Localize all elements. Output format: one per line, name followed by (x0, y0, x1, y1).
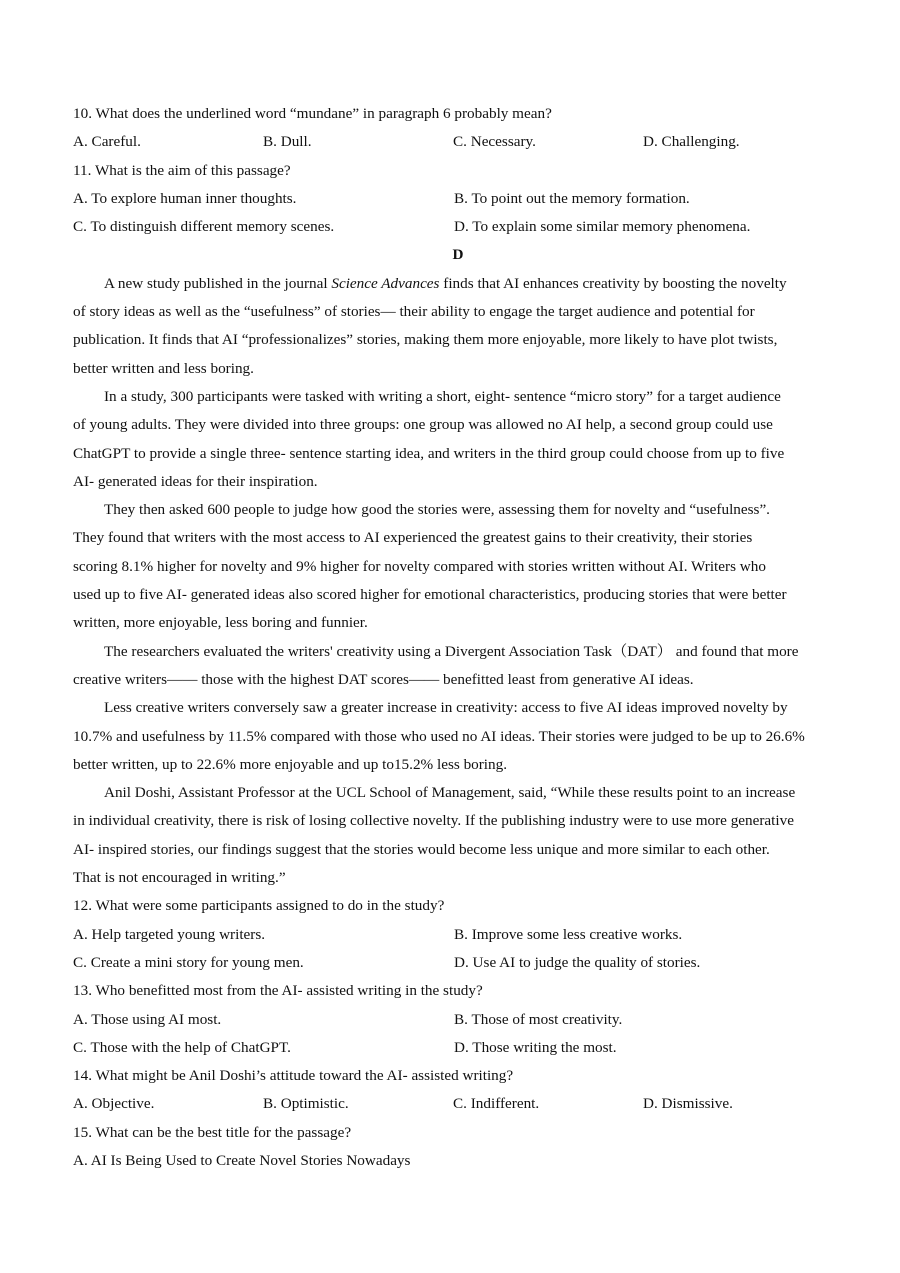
question-13-options-row1 (73, 1006, 843, 1034)
question-14-options (73, 1090, 843, 1118)
option-c: C. Create a mini story for young men. (73, 953, 304, 971)
section-heading: D (452, 246, 464, 264)
option-a: A. AI Is Being Used to Create Novel Stories Nowadays (73, 1151, 411, 1169)
option-a: A. Careful. (73, 133, 141, 151)
paragraph-line: They then asked 600 people to judge how good the stories were, assessing them for novelty and “usefulness”. (104, 501, 770, 519)
option-d: D. Use AI to judge the quality of stories. (454, 953, 701, 971)
paragraph-3 (73, 496, 843, 637)
question-12-options-row1 (73, 921, 843, 949)
paragraph-6 (73, 779, 843, 892)
paragraph-line: creative writers—— those with the highest DAT scores—— benefitted least from generative AI ideas. (73, 670, 694, 688)
option-a: A. Objective. (73, 1095, 155, 1113)
paragraph-line: 10.7% and usefulness by 11.5% compared with those who used no AI ideas. Their stories were judged to be up to 26.6% (73, 727, 805, 745)
text-run: A new study published in the journal (104, 274, 332, 292)
paragraph-5 (73, 694, 843, 779)
question-11-options-row2 (73, 213, 843, 241)
option-a: A. Help targeted young writers. (73, 925, 266, 943)
paragraph-line: scoring 8.1% higher for novelty and 9% higher for novelty compared with stories written without AI. Writers who (73, 557, 766, 575)
question-14-stem: 14. What might be Anil Doshi’s attitude toward the AI- assisted writing? (73, 1067, 514, 1085)
question-13-options-row2 (73, 1034, 843, 1062)
paragraph-1 (73, 270, 843, 383)
paragraph-line: better written and less boring. (73, 359, 254, 377)
paragraph-line: In a study, 300 participants were tasked with writing a short, eight- sentence “micro story” for a target audience (104, 387, 781, 405)
paragraph-line: used up to five AI- generated ideas also scored higher for emotional characteristics, producing stories that were better (73, 586, 787, 604)
paragraph-line: of story ideas as well as the “usefulness” of stories— their ability to engage the target audience and potential for (73, 303, 755, 321)
paragraph-line: written, more enjoyable, less boring and funnier. (73, 614, 368, 632)
option-b: B. To point out the memory formation. (454, 189, 690, 207)
question-13-stem: 13. Who benefitted most from the AI- assisted writing in the study? (73, 982, 483, 1000)
paragraph-line: They found that writers with the most access to AI experienced the greatest gains to their creativity, their stories (73, 529, 753, 547)
paragraph-4 (73, 638, 843, 695)
text-run: finds that AI enhances creativity by boosting the novelty (439, 274, 787, 292)
exam-page (73, 100, 843, 1175)
option-d: D. Those writing the most. (454, 1038, 617, 1056)
question-10-stem: 10. What does the underlined word “mundane” in paragraph 6 probably mean? (73, 105, 552, 122)
option-c: C. Necessary. (453, 133, 536, 151)
paragraph-line: ChatGPT to provide a single three- sentence starting idea, and writers in the third group could choose from up to five (73, 444, 785, 462)
paragraph-line: AI- inspired stories, our findings suggest that the stories would become less unique and more similar to each other. (73, 840, 770, 858)
paragraph-line (73, 270, 843, 298)
question-15-stem: 15. What can be the best title for the passage? (73, 1123, 352, 1141)
paragraph-line: That is not encouraged in writing.” (73, 869, 286, 887)
question-10-options (73, 128, 843, 156)
paragraph-line: Anil Doshi, Assistant Professor at the UCL School of Management, said, “While these results point to an increase (104, 784, 796, 802)
option-b: B. Dull. (263, 133, 312, 151)
paragraph-line: AI- generated ideas for their inspiration. (73, 472, 318, 490)
option-c: C. Indifferent. (453, 1095, 540, 1113)
paragraph-line: of young adults. They were divided into three groups: one group was allowed no AI help, a second group could use (73, 416, 773, 434)
option-b: B. Improve some less creative works. (454, 925, 683, 943)
paragraph-line: publication. It finds that AI “professionalizes” stories, making them more enjoyable, more likely to have plot twists, (73, 331, 778, 349)
option-d: D. Dismissive. (643, 1095, 733, 1113)
question-12-stem: 12. What were some participants assigned to do in the study? (73, 897, 445, 915)
option-a: A. To explore human inner thoughts. (73, 189, 297, 207)
paragraph-2 (73, 383, 843, 496)
paragraph-line: The researchers evaluated the writers' creativity using a Divergent Association Task（DAT） and found that more (104, 642, 799, 660)
option-d: D. Challenging. (643, 133, 740, 151)
option-c: C. Those with the help of ChatGPT. (73, 1038, 291, 1056)
option-d: D. To explain some similar memory phenomena. (454, 218, 751, 236)
paragraph-line: Less creative writers conversely saw a greater increase in creativity: access to five AI ideas improved novelty by (104, 699, 788, 717)
question-11-options-row1 (73, 185, 843, 213)
paragraph-line: in individual creativity, there is risk of losing collective novelty. If the publishing industry were to use more generative (73, 812, 794, 830)
journal-name: Science Advances (331, 274, 440, 292)
option-a: A. Those using AI most. (73, 1010, 222, 1028)
option-b: B. Those of most creativity. (454, 1010, 623, 1028)
option-c: C. To distinguish different memory scenes. (73, 218, 335, 236)
option-b: B. Optimistic. (263, 1095, 349, 1113)
question-11-stem: 11. What is the aim of this passage? (73, 161, 291, 179)
paragraph-line: better written, up to 22.6% more enjoyable and up to15.2% less boring. (73, 755, 508, 773)
question-12-options-row2 (73, 949, 843, 977)
